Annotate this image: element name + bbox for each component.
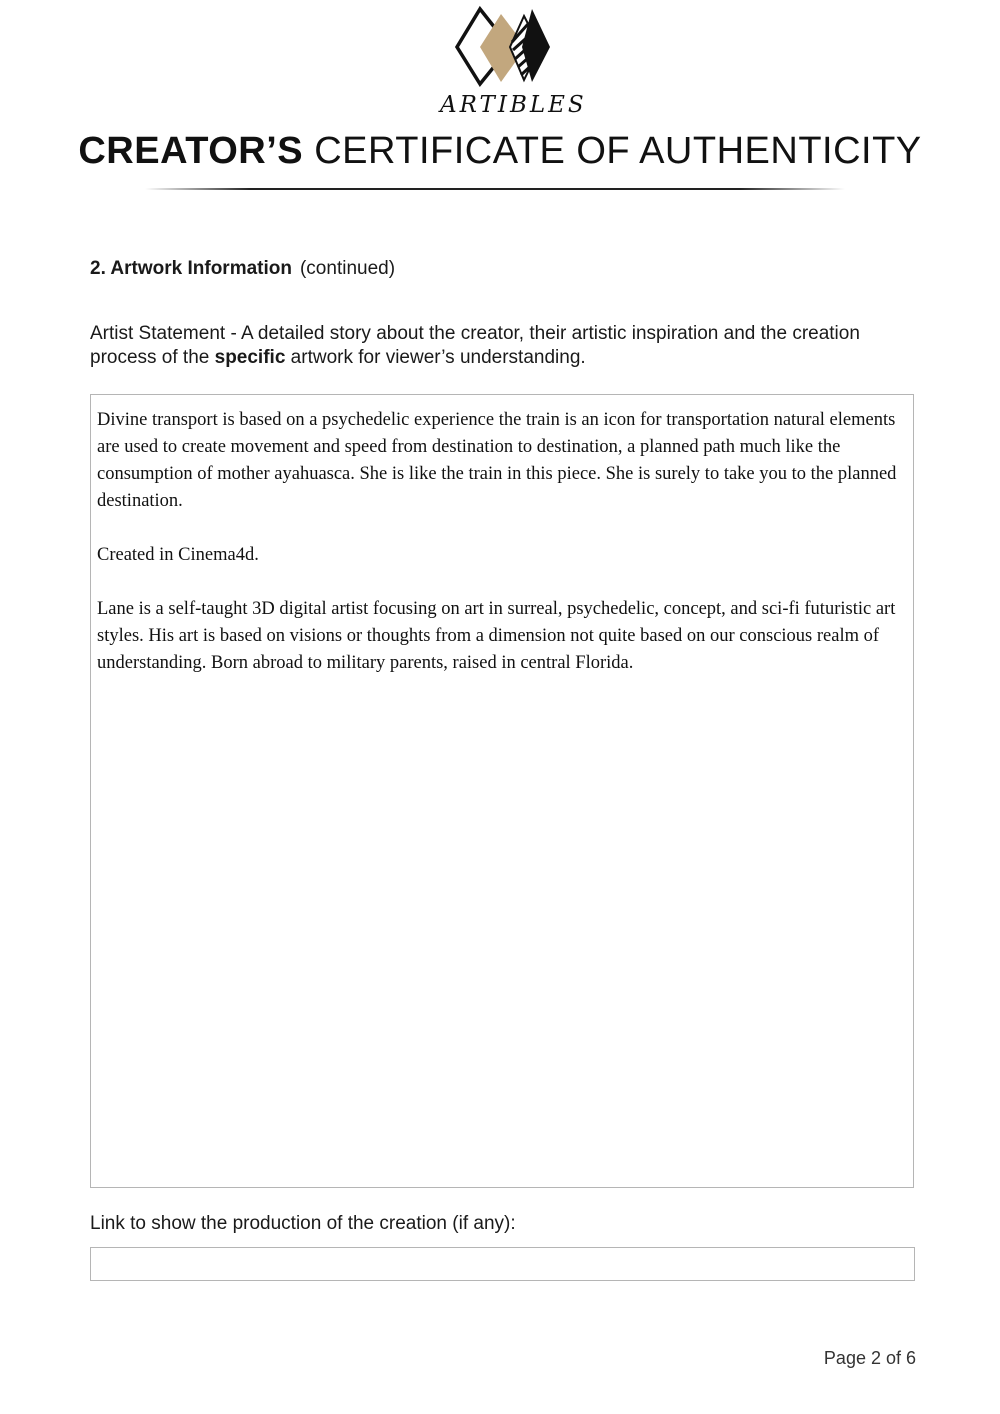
production-link-label: Link to show the production of the creation (if any): xyxy=(90,1213,516,1234)
title-rest: CERTIFICATE OF AUTHENTICITY xyxy=(314,130,922,172)
section-note: (continued) xyxy=(299,258,396,279)
production-link-field[interactable] xyxy=(90,1247,915,1281)
logo-wordmark: ARTIBLES xyxy=(440,92,587,118)
certificate-title xyxy=(0,130,1000,173)
statement-paragraph: Divine transport is based on a psychedelic experience the train is an icon for transportation natural elements are used to create movement and speed from destination to destination, a planned path much like the consumption of mother ayahuasca. She is like the train in this piece. She is surely to take you to the planned destination. xyxy=(97,410,897,511)
intro-text-bold: specific xyxy=(214,347,286,368)
section-heading xyxy=(90,258,395,280)
header-divider xyxy=(145,188,845,190)
diamond-logo-icon xyxy=(440,4,570,94)
title-bold: CREATOR’S xyxy=(78,130,304,172)
artist-statement-box[interactable] xyxy=(90,394,914,1188)
page-number: Page 2 of 6 xyxy=(823,1348,916,1368)
artist-statement-instructions xyxy=(90,322,910,370)
intro-text-after: artwork for viewer’s understanding. xyxy=(290,347,586,368)
intro-text-before: Artist Statement - A detailed story about the creator, their artistic inspiration and the creation process of the xyxy=(90,323,860,368)
statement-paragraph: Created in Cinema4d. xyxy=(97,545,259,565)
section-title: 2. Artwork Information xyxy=(90,258,292,279)
statement-paragraph: Lane is a self-taught 3D digital artist focusing on art in surreal, psychedelic, concept, and sci-fi futuristic art styles. His art is based on visions or thoughts from a dimension not quite based on our conscious realm of understanding. Born abroad to military parents, raised in central Florida. xyxy=(97,599,896,673)
artibles-logo xyxy=(440,4,587,128)
